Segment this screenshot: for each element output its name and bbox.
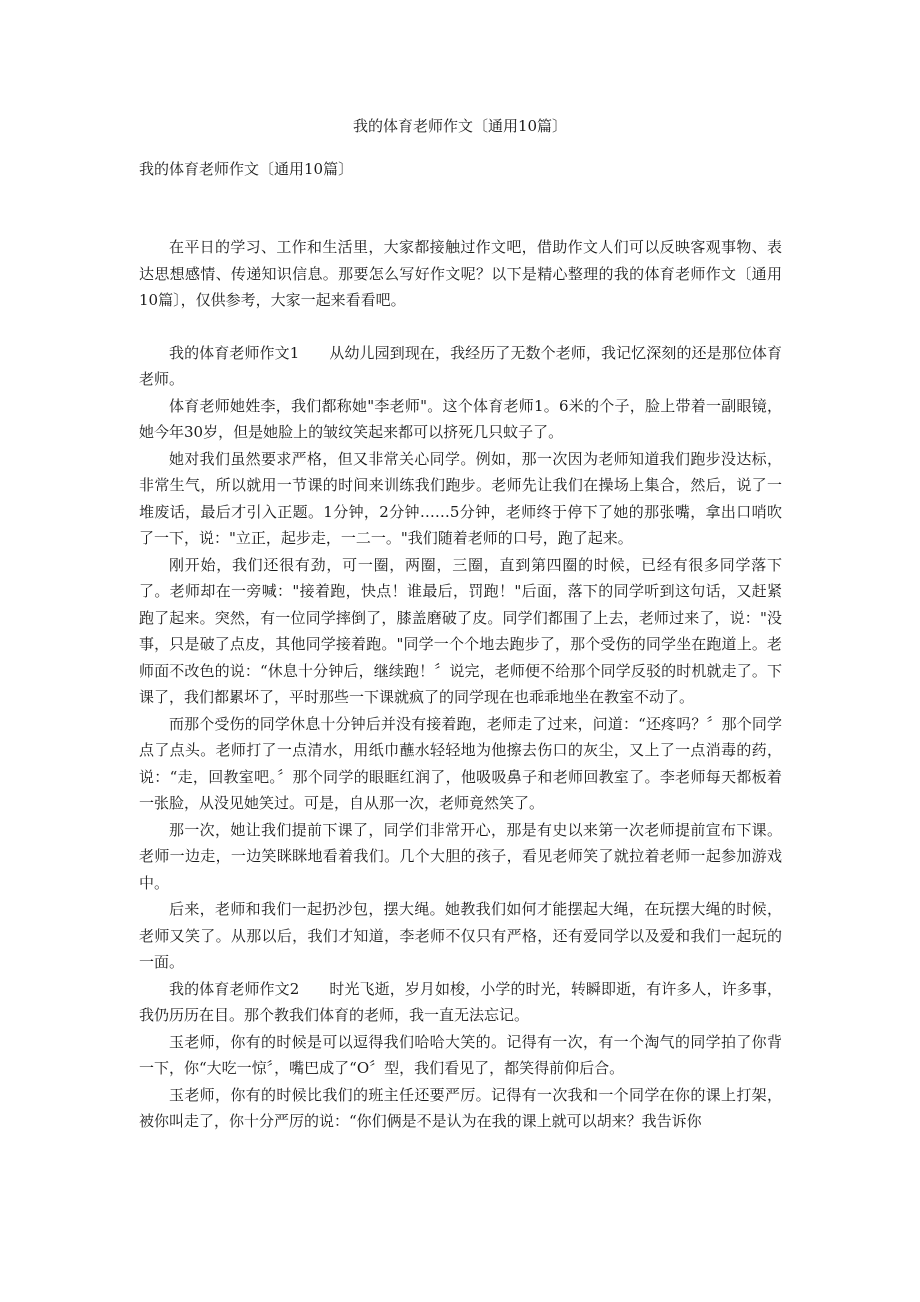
paragraph: 后来，老师和我们一起扔沙包，摆大绳。她教我们如何才能摆起大绳，在玩摆大绳的时候，老师又笑了。从那以后，我们才知道，李老师不仅只有严格，还有爱同学以及爱和我们一起玩的一面。: [139, 900, 782, 971]
essay-2-lead: 时光飞逝，岁月如梭，小学的时光，转瞬即逝，有许多人，许多事，我仍历历在目。那个教我们体育的老师，我一直无法忘记。: [139, 979, 782, 1024]
intro-paragraph: 在平日的学习、工作和生活里，大家都接触过作文吧，借助作文人们可以反映客观事物、表达思想感情、传递知识信息。那要怎么写好作文呢？以下是精心整理的我的体育老师作文〔通用10篇〕，仅供参考，大家一起来看看吧。: [139, 238, 782, 309]
paragraph: 刚开始，我们还很有劲，可一圈，两圈，三圈，直到第四圈的时候，已经有很多同学落下了。老师却在一旁喊："接着跑，快点！谁最后，罚跑！"后面，落下的同学听到这句话，又赶紧跑了起来。突然，有一位同学摔倒了，膝盖磨破了皮。同学们都围了上去，老师过来了，说："没事，只是破了点皮，其他同学接着跑。"同学一个个地去跑步了，那个受伤的同学坐在跑道上。老师面不改色的说：“休息十分钟后，继续跑！〞说完，老师便不给那个同学反驳的时机就走了。下课了，我们都累坏了，平时那些一下课就疯了的同学现在也乖乖地坐在教室不动了。: [139, 555, 782, 706]
paragraph: 体育老师她姓李，我们都称她"李老师"。这个体育老师1。6米的个子，脸上带着一副眼镜，她今年30岁，但是她脸上的皱纹笑起来都可以挤死几只蚊子了。: [139, 396, 782, 441]
document-subtitle: 我的体育老师作文〔通用10篇〕: [139, 160, 354, 178]
paragraph: 那一次，她让我们提前下课了，同学们非常开心，那是有史以来第一次老师提前宣布下课。老师一边走，一边笑眯眯地看着我们。几个大胆的孩子，看见老师笑了就拉着老师一起参加游戏中。: [139, 820, 782, 892]
essay-2-opening: [139, 976, 782, 1029]
paragraph: 她对我们虽然要求严格，但又非常关心同学。例如，那一次因为老师知道我们跑步没达标，非常生气，所以就用一节课的时间来训练我们跑步。老师先让我们在操场上集合，然后，说了一堆废话，最后才引入正题。1分钟，2分钟……5分钟，老师终于停下了她的那张嘴，拿出口哨吹了一下，说："立正，起步走，一二一。"我们随着老师的口号，跑了起来。: [139, 449, 782, 547]
document-title: 我的体育老师作文〔通用10篇〕: [352, 117, 568, 135]
document-body: [139, 208, 782, 1135]
paragraph: 而那个受伤的同学休息十分钟后并没有接着跑，老师走了过来，问道：“还疼吗？〞那个同学点了点头。老师打了一点清水，用纸巾蘸水轻轻地为他擦去伤口的灰尘，又上了一点消毒的药，说：“走，回教室吧。〞那个同学的眼眶红润了，他吸吸鼻子和老师回教室了。李老师每天都板着一张脸，从没见她笑过。可是，自从那一次，老师竟然笑了。: [139, 714, 782, 812]
paragraph: 玉老师，你有的时候是可以逗得我们哈哈大笑的。记得有一次，有一个淘气的同学拍了你背一下，你“大吃一惊〞，嘴巴成了“O〞型，我们看见了，都笑得前仰后合。: [139, 1032, 782, 1077]
essay-2-heading: 我的体育老师作文2: [169, 979, 300, 998]
essay-1-heading: 我的体育老师作文1: [169, 343, 300, 362]
essay-1-lead: 从幼儿园到现在，我经历了无数个老师，我记忆深刻的还是那位体育老师。: [139, 343, 782, 388]
essay-1-opening: [139, 340, 782, 393]
paragraph: 玉老师，你有的时候比我们的班主任还要严厉。记得有一次我和一个同学在你的课上打架，被你叫走了，你十分严厉的说：“你们俩是不是认为在我的课上就可以胡来？我告诉你: [139, 1085, 782, 1130]
